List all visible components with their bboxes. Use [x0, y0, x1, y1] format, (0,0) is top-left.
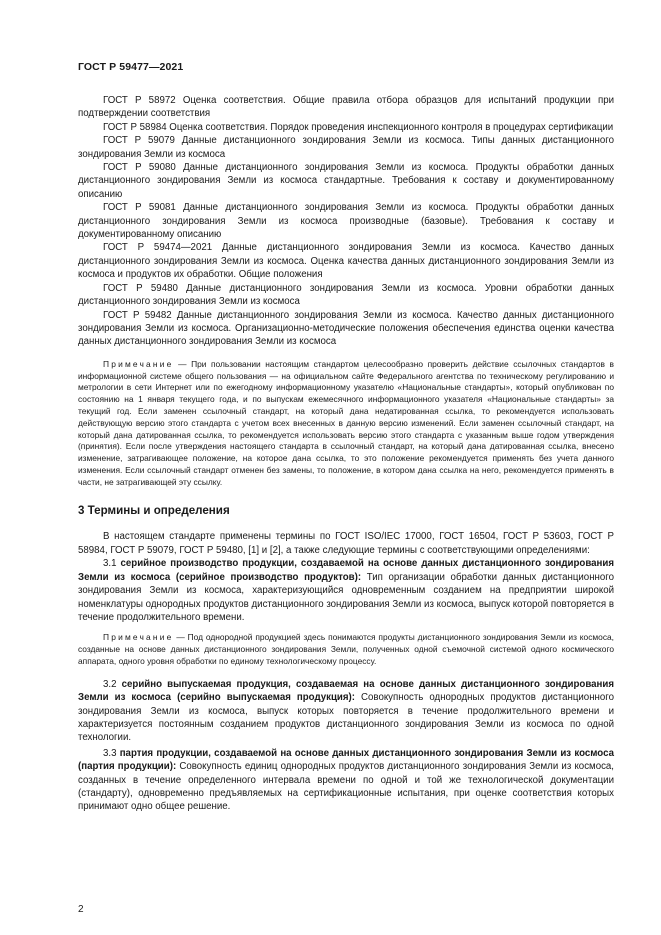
note-text: — При пользовании настоящим стандартом целесообразно проверить действие ссылочных стандартов в информационной системе общего пользования — на официальном сайте Федерального агентства по техническому регулированию и метрологии в сети Интернет или по ежегодному информационному указателю «Национальные стандарты», который опубликован по состоянию на 1 января текущего года, и по выпускам ежемесячного информационного указателя «Национальные стандарты» за текущий год. Если заменен ссылочный стандарт, на который дана недатированная ссылка, то рекомендуется использовать действующую версию этого стандарта с учетом всех внесенных в данную версию изменений. Если заменен ссылочный стандарт, на который дана датированная ссылка, то рекомендуется использовать версию этого стандарта с указанным выше годом утверждения (принятия). Если после утверждения настоящего стандарта в ссылочный стандарт, на который дана датированная ссылка, внесено изменение, затрагивающее положение, на которое дана ссылка, то это положение рекомендуется применять без учета данного изменения. Если ссылочный стандарт отменен без замены, то положение, в котором дана ссылка на него, рекомендуется применять в части, не затрагивающей эту ссылку.	[78, 358, 614, 487]
note-text: — Под однородной продукцией здесь понимаются продукты дистанционного зондирования Земли из космоса, созданные на основе данных дистанционного зондирования Земли, полученных одной съемочной системой одного космического аппарата, одного уровня обработки по единому технологическому процессу.	[78, 632, 614, 666]
reference-item: ГОСТ Р 59080 Данные дистанционного зондирования Земли из космоса. Продукты обработки данных дистанционного зондирования Земли из космоса стандартные. Требования к составу и документированному описанию	[78, 162, 614, 200]
term-number: 3.1	[103, 558, 121, 570]
term-number: 3.3	[103, 747, 120, 759]
reference-item: ГОСТ Р 59081 Данные дистанционного зондирования Земли из космоса. Продукты обработки данных дистанционного зондирования Земли из космоса производные (базовые). Требования к составу и документированному описанию	[78, 202, 614, 241]
section-intro: В настоящем стандарте применены термины по ГОСТ ISO/IEC 17000, ГОСТ 16504, ГОСТ Р 53603, ГОСТ Р 58984, ГОСТ Р 59079, ГОСТ Р 59480, [1] и [2], а также следующие термины с соответствующими определениями:	[78, 531, 614, 556]
term-name: серийное производство продукции, создаваемой на основе данных дистанционного зондирования Земли из космоса (серийное производство продуктов):	[78, 558, 614, 583]
term-definition: Совокупность однородных продуктов дистанционного зондирования Земли из космоса, выпуск которых повторяется в течение продолжительного времени и характеризуется постоянным созданием продуктов дистанционного зондирования Земли из космоса по одной технологии.	[78, 692, 614, 744]
reference-item: ГОСТ Р 58984 Оценка соответствия. Порядок проведения инспекционного контроля в процедурах сертификации	[103, 121, 614, 133]
page-content	[78, 94, 614, 814]
term-name: серийно выпускаемая продукция, создаваемая на основе данных дистанционного зондирования Земли из космоса (серийно выпускаемая продукция):	[78, 678, 614, 704]
term-definition: Тип организации обработки данных дистанционного зондирования Земли из космоса, характеризующийся одновременным созданием на предприятии широкой номенклатуры однородных продуктов дистанционного зондирования Земли из космоса, выпуск которой повторяется в течение продолжительного времени.	[78, 571, 614, 623]
term-definition: Совокупность единиц однородных продуктов дистанционного зондирования Земли из космоса, созданных в течение определенного интервала времени по одной и той же технологической документации (стандарту), одновременно предъявляемых на сертификационные испытания, при оценке соответствия которых принимают одно общее решение.	[78, 761, 615, 813]
term-number: 3.2	[103, 678, 122, 690]
note-label: Примечание	[103, 358, 174, 369]
reference-item: ГОСТ Р 59480 Данные дистанционного зондирования Земли из космоса. Уровни обработки данных дистанционного зондирования Земли из космоса	[78, 282, 614, 308]
reference-item: ГОСТ Р 58972 Оценка соответствия. Общие правила отбора образцов для испытаний продукции при подтверждении соответствия	[78, 95, 614, 120]
note-label: Примечание	[103, 632, 174, 643]
term-3-2	[78, 678, 614, 745]
reference-item: ГОСТ Р 59482 Данные дистанционного зондирования Земли из космоса. Качество данных дистанционного зондирования Земли из космоса. Организационно-методические положения обеспечения единства оценки качества данных дистанционного зондирования Земли из космоса	[78, 309, 614, 348]
note-homogeneous-products	[78, 632, 614, 667]
reference-item: ГОСТ Р 59474—2021 Данные дистанционного зондирования Земли из космоса. Качество данных дистанционного зондирования Земли из космоса. Оценка качества данных дистанционного зондирования Земли из космоса и продуктов их обработки. Общие положения	[78, 242, 614, 281]
page-number: 2	[78, 904, 84, 915]
term-3-1	[78, 557, 614, 624]
term-name: партия продукции, создаваемой на основе данных дистанционного зондирования Земли из космоса (партия продукции):	[78, 747, 614, 773]
reference-item: ГОСТ Р 59079 Данные дистанционного зондирования Земли из космоса. Типы данных дистанционного зондирования Земли из космоса	[78, 135, 614, 160]
term-3-3	[78, 747, 614, 814]
document-header-code: ГОСТ Р 59477—2021	[78, 61, 184, 73]
note-referenced-standards	[78, 359, 614, 489]
section-title: 3 Термины и определения	[78, 504, 230, 518]
normative-references-list	[78, 94, 614, 349]
